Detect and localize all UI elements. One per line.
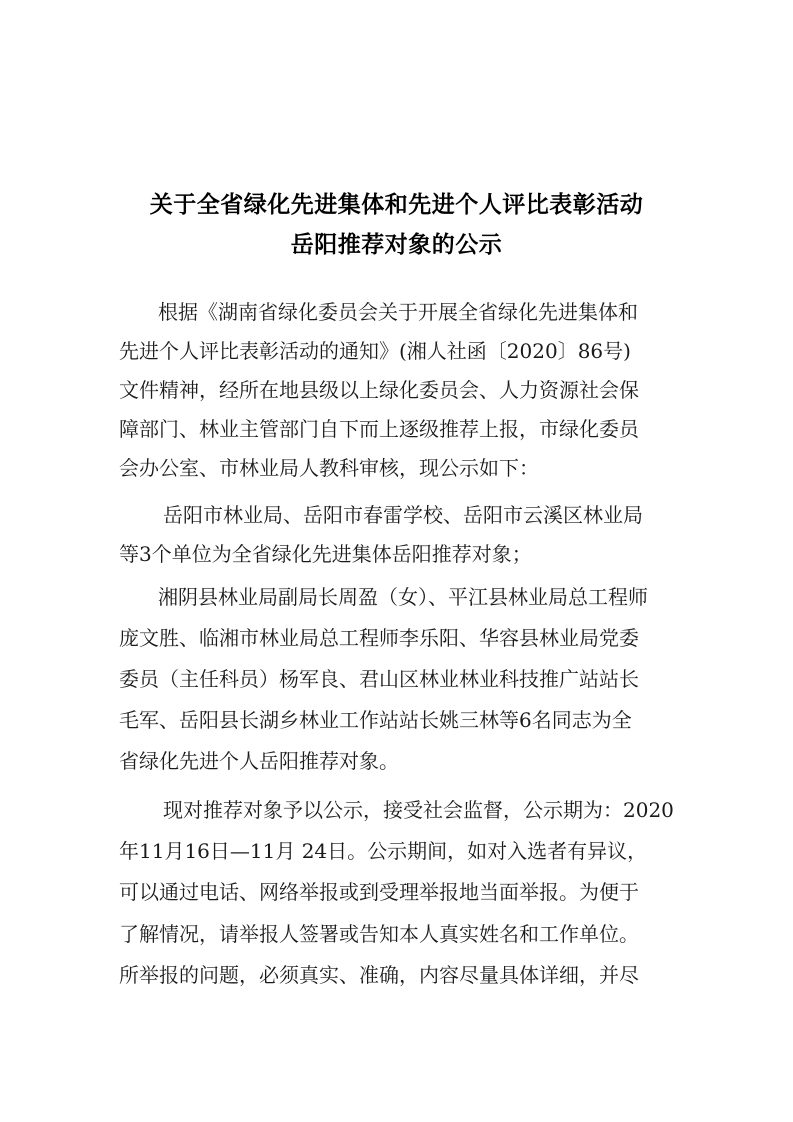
body-line-13: 现对推荐对象予以公示，接受社会监督，公示期为：2020 [163, 798, 674, 822]
body-line-11: 毛军、岳阳县长湖乡林业工作站站长姚三林等6名同志为全 [119, 708, 632, 732]
body-line-6: 岳阳市林业局、岳阳市春雷学校、岳阳市云溪区林业局 [163, 503, 643, 527]
body-line-12: 省绿化先进个人岳阳推荐对象。 [119, 749, 399, 773]
body-line-7: 等3个单位为全省绿化先进集体岳阳推荐对象； [119, 542, 532, 566]
body-line-1: 根据《湖南省绿化委员会关于开展全省绿化先进集体和 [158, 300, 638, 324]
document-title-line-1: 关于全省绿化先进集体和先进个人评比表彰活动 [149, 192, 644, 218]
body-line-14: 年11月16日—11月 24日。公示期间，如对入选者有异议， [119, 839, 648, 863]
body-line-10: 委员（主任科员）杨军良、君山区林业林业科技推广站站长 [119, 667, 639, 691]
body-line-5: 会办公室、市林业局人教科审核，现公示如下： [119, 456, 539, 480]
body-line-8: 湘阴县林业局副局长周盈（女）、平江县林业局总工程师 [158, 585, 648, 609]
body-line-17: 所举报的问题，必须真实、准确，内容尽量具体详细，并尽 [119, 963, 639, 987]
body-line-2: 先进个人评比表彰活动的通知》(湘人社函〔2020〕86号) [119, 339, 631, 363]
body-line-4: 障部门、林业主管部门自下而上逐级推荐上报，市绿化委员 [119, 417, 639, 441]
body-line-15: 可以通过电话、网络举报或到受理举报地当面举报。为便于 [119, 880, 639, 904]
body-line-9: 庞文胜、临湘市林业局总工程师李乐阳、华容县林业局党委 [119, 626, 639, 650]
body-line-16: 了解情况，请举报人签署或告知本人真实姓名和工作单位。 [119, 922, 639, 946]
body-line-3: 文件精神，经所在地县级以上绿化委员会、人力资源社会保 [119, 378, 639, 402]
document-title-line-2: 岳阳推荐对象的公示 [290, 232, 503, 258]
